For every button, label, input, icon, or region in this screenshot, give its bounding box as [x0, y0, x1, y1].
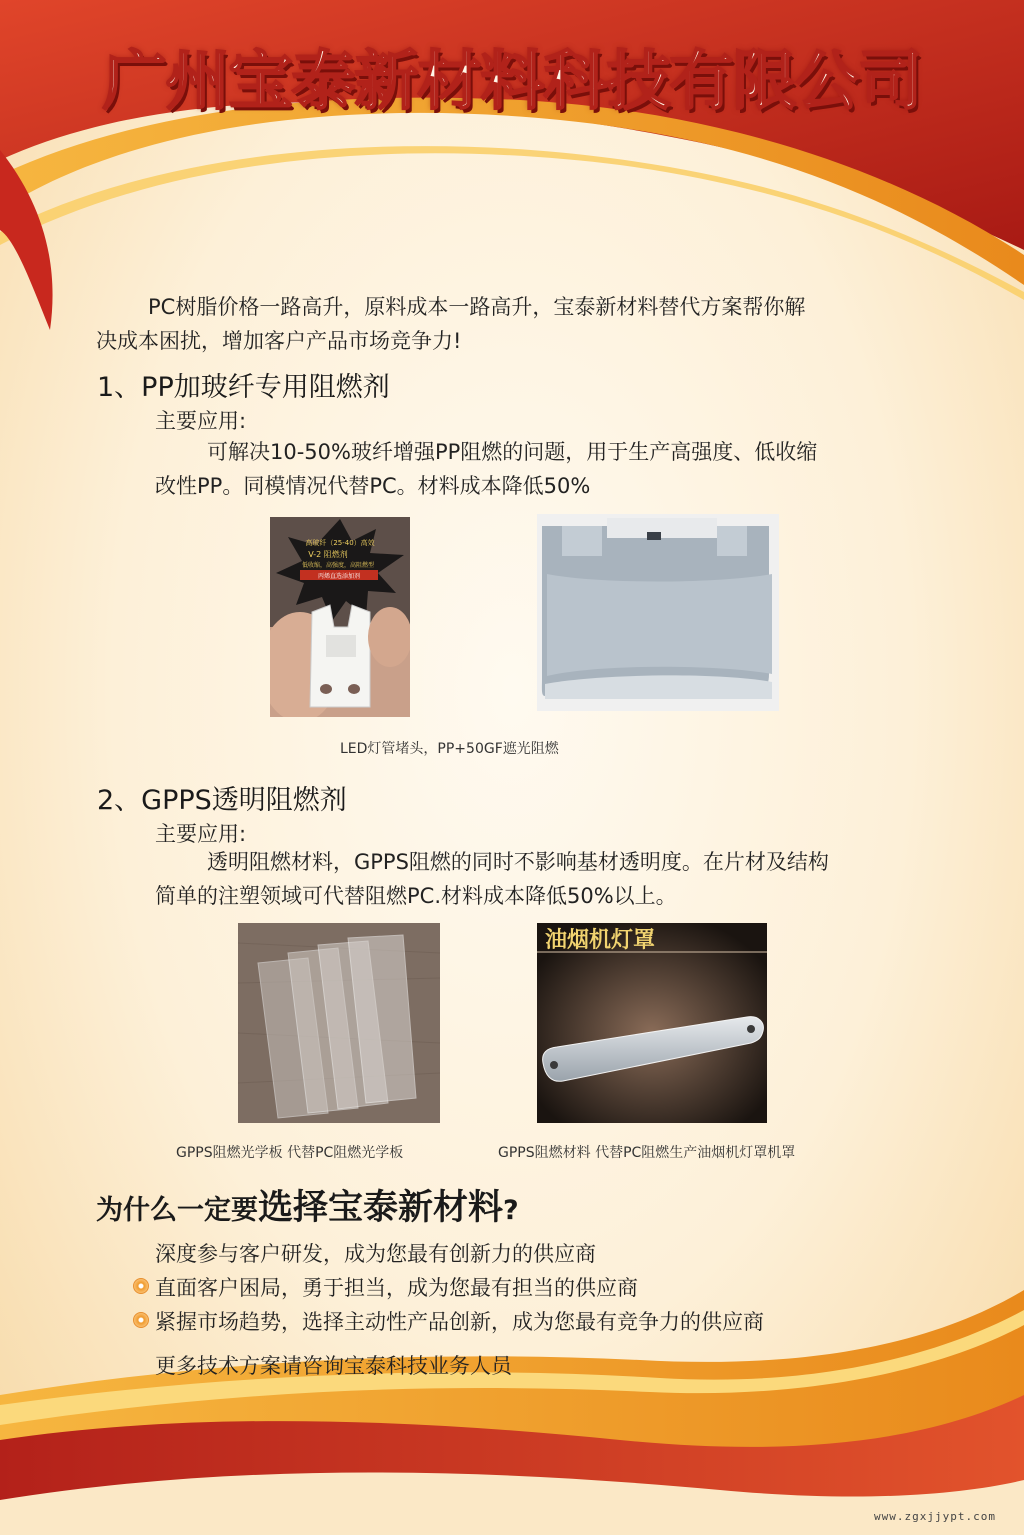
section1-text-line-2: 改性PP。同模情况代替PC。材料成本降低50% — [155, 474, 591, 498]
why-item-3: 紧握市场趋势，选择主动性产品创新，成为您最有竞争力的供应商 — [155, 1310, 764, 1334]
led-cap-grey-photo — [537, 514, 779, 711]
section2-caption-right: GPPS阻燃材料 代替PC阻燃生产油烟机灯罩机罩 — [498, 1145, 796, 1161]
section1-caption: LED灯管堵头，PP+50GF遮光阻燃 — [340, 741, 559, 757]
why-suffix: ? — [503, 1195, 519, 1226]
burst-line-2: V-2 阻燃剂 — [308, 550, 348, 559]
section1-paragraph — [155, 435, 955, 503]
section2-text-line-2: 简单的注塑领域可代替阻燃PC.材料成本降低50%以上。 — [155, 884, 677, 908]
section2-caption-left: GPPS阻燃光学板 代替PC阻燃光学板 — [176, 1145, 404, 1161]
burst-line-3: 低收缩，高强度，高阻燃型 — [301, 562, 375, 569]
section2-app-label: 主要应用: — [155, 822, 247, 846]
section2-heading: 2、GPPS透明阻燃剂 — [97, 785, 347, 816]
range-hood-cover-photo — [537, 923, 767, 1123]
range-hood-label: 油烟机灯罩 — [545, 928, 656, 953]
company-title: 广州宝泰新材料科技有限公司 — [102, 45, 922, 119]
section2-text-line-1: 透明阻燃材料，GPPS阻燃的同时不影响基材透明度。在片材及结构 — [207, 850, 829, 874]
why-item-2: 直面客户困局，勇于担当，成为您最有担当的供应商 — [155, 1276, 638, 1300]
why-item-1: 深度参与客户研发，成为您最有创新力的供应商 — [155, 1242, 596, 1266]
section1-text-line-1: 可解决10-50%玻纤增强PP阻燃的问题，用于生产高强度、低收缩 — [207, 440, 818, 464]
section1-heading: 1、PP加玻纤专用阻燃剂 — [97, 372, 390, 403]
why-prefix: 为什么一定要 — [96, 1195, 258, 1226]
optical-sheet-photo — [238, 923, 440, 1123]
bullet-icon — [133, 1312, 149, 1328]
led-end-cap-photo — [270, 517, 410, 717]
burst-line-1: 高玻纤（25-40）高效 — [305, 539, 375, 547]
bullet-icon — [133, 1278, 149, 1294]
why-emphasis: 选择宝泰新材料 — [258, 1188, 504, 1228]
burst-line-4: 丙烯直选添加剂 — [317, 573, 361, 580]
why-item-4: 更多技术方案请咨询宝泰科技业务人员 — [155, 1354, 512, 1378]
intro-line-1: PC树脂价格一路高升，原料成本一路高升，宝泰新材料替代方案帮你解 — [148, 295, 806, 319]
section2-paragraph — [155, 845, 955, 913]
intro-line-2: 决成本困扰，增加客户产品市场竞争力! — [96, 329, 462, 353]
why-heading — [96, 1180, 519, 1230]
section1-app-label: 主要应用: — [155, 409, 247, 433]
intro-paragraph — [96, 290, 956, 358]
footer-url: www.zgxjjypt.com — [874, 1510, 996, 1523]
